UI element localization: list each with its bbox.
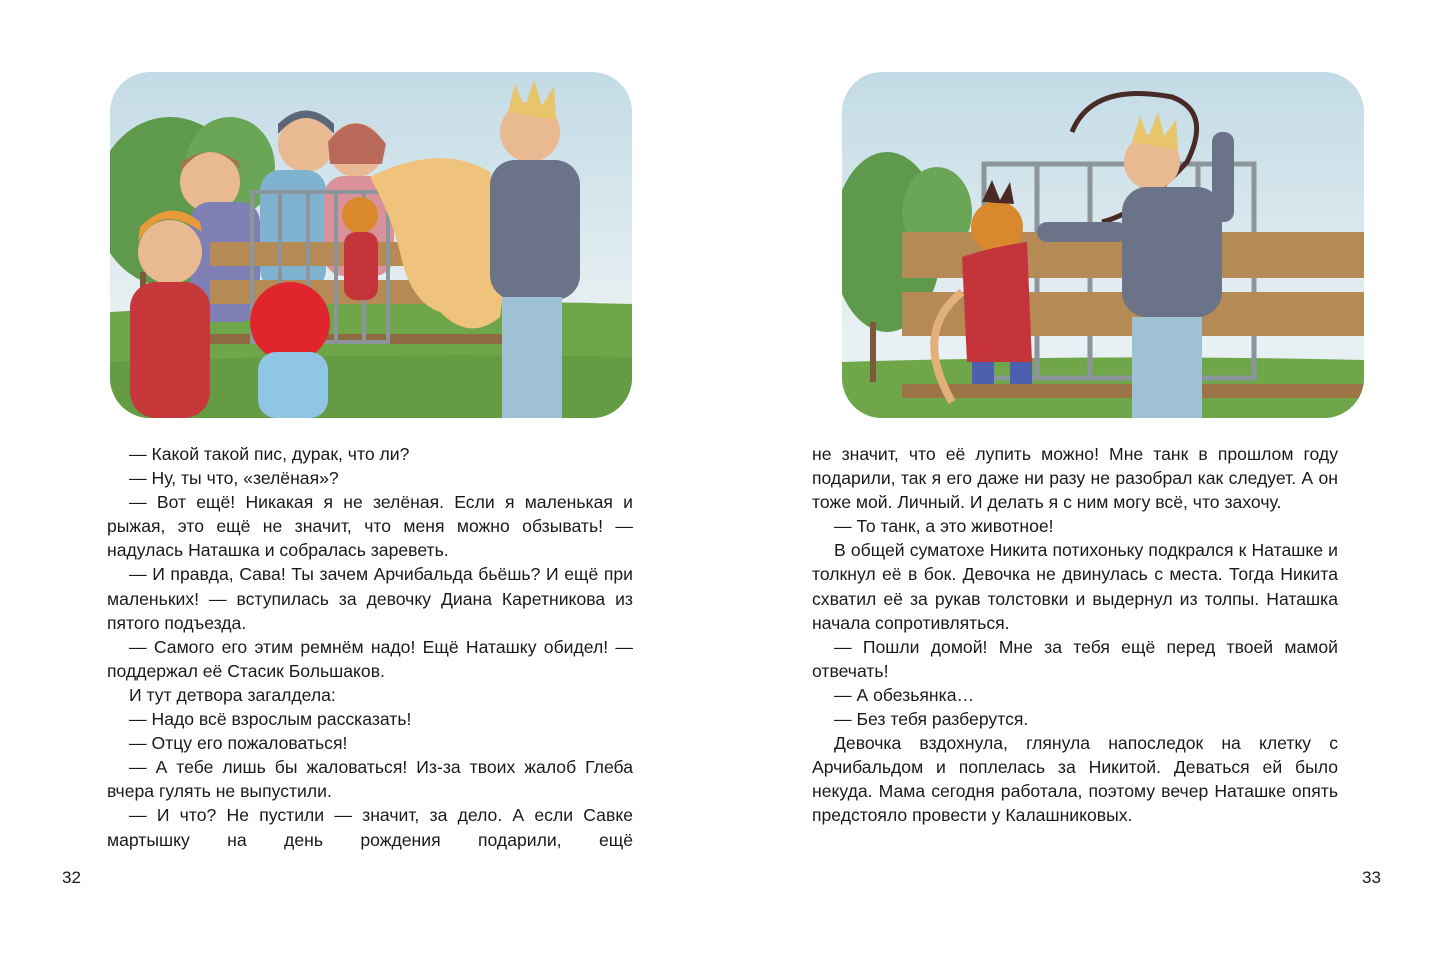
paragraph: — Пошли домой! Мне за тебя ещё перед твоей мамой отвечать! [812,636,1338,681]
paragraph: — Самого его этим ремнём надо! Ещё Наташку обидел! — поддержал её Стасик Большаков. [107,636,633,681]
page-number: 33 [1362,868,1381,887]
illustration-belt-swing [842,72,1364,418]
paragraph: — И правда, Сава! Ты зачем Арчибальда бьёшь? И ещё при маленьких! — вступилась за девочку Диана Каретникова из пятого подъезда. [107,564,633,633]
paragraph-continued: — И что? Не пустили — значит, за дело. А если Савке мартышку на день рождения подарили, ещё [107,805,633,850]
paragraph: Девочка вздохнула, глянула напоследок на клетку с Арчибальдом и поплелась за Никитой. Деваться ей было некуда. Мама сегодня работала, поэтому вечер Наташке опять предстояло провести у Калашниковых. [812,733,1338,826]
paragraph-continuation: не значит, что её лупить можно! Мне танк в прошлом году подарили, так я его даже ни разу не разобрал как следует. А он тоже мой. Личный. И делать я с ним могу всё, что захочу. [812,444,1338,513]
paragraph: — Отцу его пожаловаться! [129,733,348,754]
left-page [0,0,722,957]
right-page [722,0,1445,957]
left-page-text [107,442,633,852]
illustration-blanket-reveal [110,72,632,418]
illustration-blanket-reveal-art [110,72,632,418]
illustration-belt-swing-art [842,72,1364,418]
paragraph: — То танк, а это животное! [834,516,1054,537]
paragraph: — А тебе лишь бы жаловаться! Из-за твоих жалоб Глеба вчера гулять не выпустили. [107,757,633,802]
right-page-text [812,442,1338,828]
paragraph: — Без тебя разберутся. [834,709,1029,730]
paragraph: — А обезьянка… [834,684,975,705]
paragraph: И тут детвора загалдела: [129,684,336,705]
paragraph: — Вот ещё! Никакая я не зелёная. Если я маленькая и рыжая, это ещё не значит, что меня можно обзывать! — надулась Наташка и собралась зареветь. [107,492,633,561]
paragraph: — Ну, ты что, «зелёная»? [129,468,339,489]
paragraph: — Надо всё взрослым рассказать! [129,709,412,730]
paragraph: В общей суматохе Никита потихоньку подкрался к Наташке и толкнул её в бок. Девочка не двинулась с места. Тогда Никита схватил её за рукав толстовки и выдернул из толпы. Наташка начала сопротивляться. [812,540,1338,633]
page-number: 32 [62,868,81,887]
paragraph: — Какой такой пис, дурак, что ли? [129,444,410,464]
